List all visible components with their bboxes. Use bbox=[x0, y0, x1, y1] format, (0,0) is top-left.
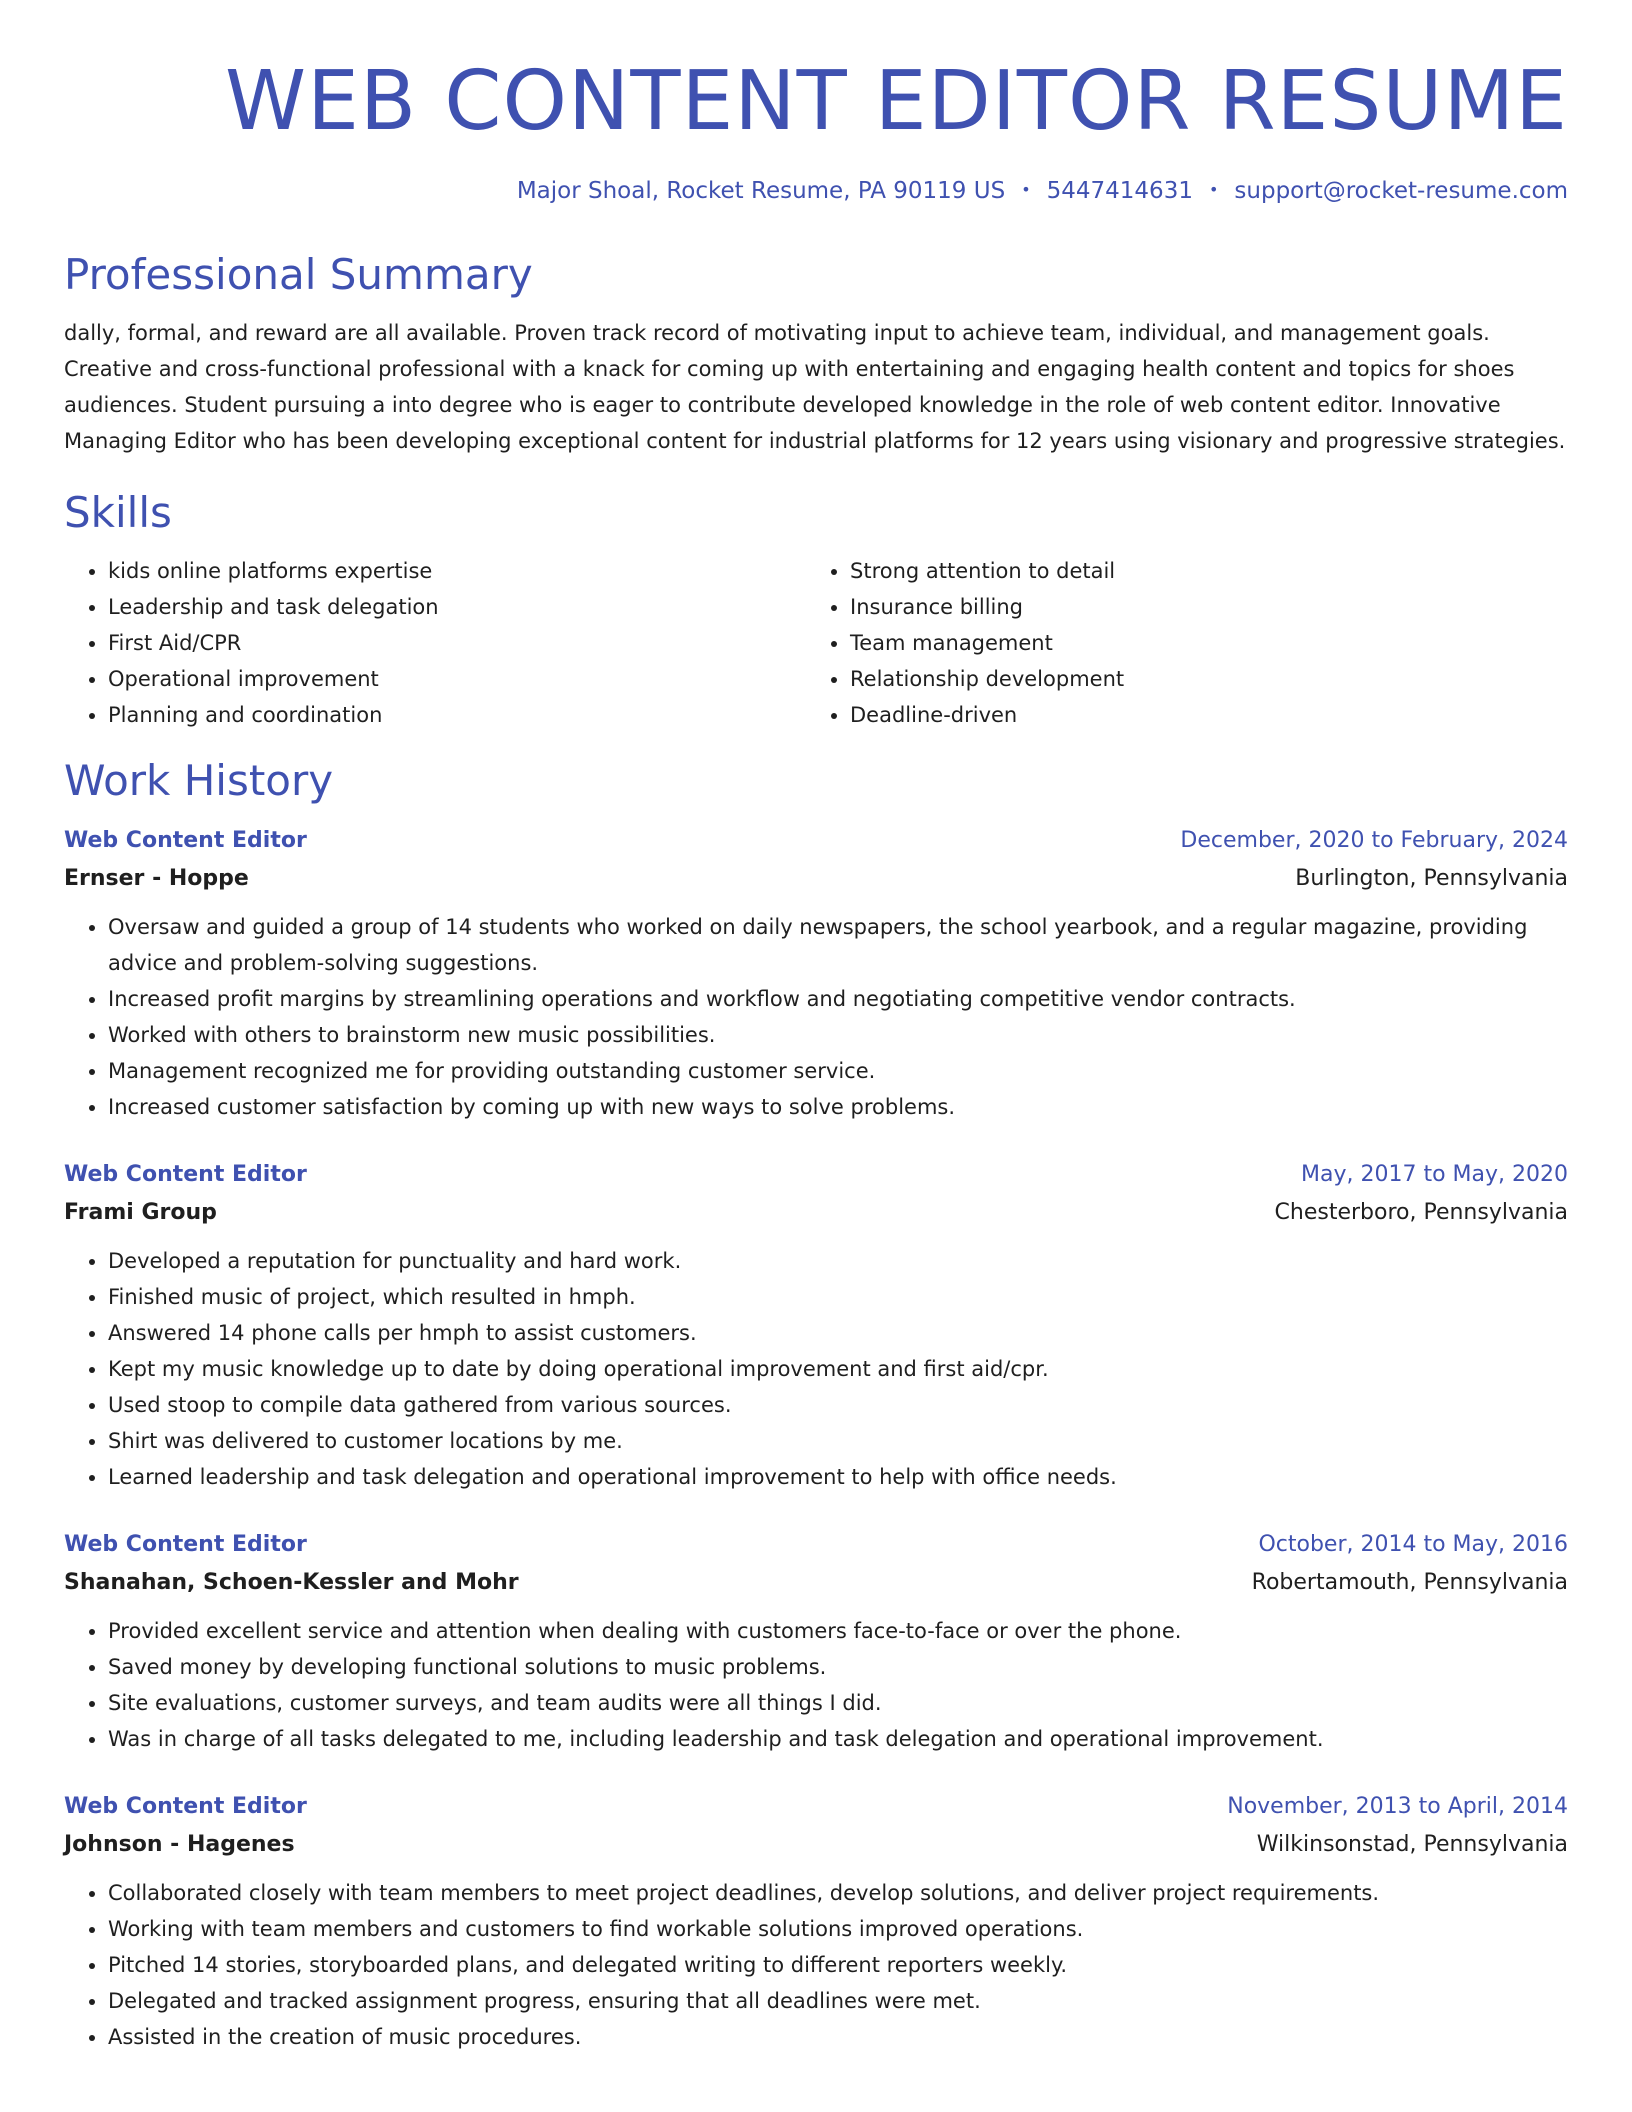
job-entry bbox=[64, 1789, 1568, 2055]
job-bullet: • Answered 14 phone calls per hmph to assist customers. bbox=[108, 1315, 1568, 1351]
job-bullet: • Finished music of project, which resulted in hmph. bbox=[108, 1279, 1568, 1315]
skills-heading: Skills bbox=[64, 488, 172, 537]
contact-separator: • bbox=[1208, 180, 1219, 199]
contact-separator: • bbox=[1021, 180, 1031, 199]
contact-email: support@rocket-resume.com bbox=[1234, 178, 1568, 204]
job-bullet: • Site evaluations, customer surveys, and team audits were all things I did. bbox=[108, 1685, 1568, 1721]
job-bullet: • Was in charge of all tasks delegated to me, including leadership and task delegation and operational improvement. bbox=[108, 1721, 1568, 1757]
resume-title: WEB CONTENT EDITOR RESUME bbox=[225, 54, 1568, 149]
job-title: Web Content Editor bbox=[64, 1532, 307, 1557]
skill-item: • Strong attention to detail bbox=[850, 553, 1548, 589]
skills-list-left bbox=[64, 553, 806, 733]
job-bullet: • Used stoop to compile data gathered from various sources. bbox=[108, 1387, 1568, 1423]
resume-page bbox=[64, 0, 1568, 2055]
job-bullet: • Increased profit margins by streamlining operations and workflow and negotiating competitive vendor contracts. bbox=[108, 981, 1568, 1017]
summary-heading: Professional Summary bbox=[64, 250, 533, 299]
job-bullet: • Management recognized me for providing outstanding customer service. bbox=[108, 1053, 1568, 1089]
skill-item: • Planning and coordination bbox=[108, 697, 806, 733]
job-company: Ernser - Hoppe bbox=[64, 866, 249, 891]
job-location: Chesterboro, Pennsylvania bbox=[1274, 1200, 1568, 1225]
job-company: Johnson - Hagenes bbox=[64, 1832, 295, 1857]
job-entry bbox=[64, 1527, 1568, 1757]
job-title: Web Content Editor bbox=[64, 1162, 307, 1187]
job-bullet: • Working with team members and customers to find workable solutions improved operations. bbox=[108, 1911, 1568, 1947]
job-bullets bbox=[64, 1875, 1568, 2055]
job-bullet: • Learned leadership and task delegation and operational improvement to help with office needs. bbox=[108, 1459, 1568, 1495]
job-title: Web Content Editor bbox=[64, 828, 307, 853]
job-bullet: • Delegated and tracked assignment progress, ensuring that all deadlines were met. bbox=[108, 1983, 1568, 2019]
job-bullet: • Saved money by developing functional solutions to music problems. bbox=[108, 1649, 1568, 1685]
job-entry bbox=[64, 1157, 1568, 1495]
job-bullets bbox=[64, 1613, 1568, 1757]
contact-address: Major Shoal, Rocket Resume, PA 90119 US bbox=[516, 178, 1006, 204]
skill-item: • Insurance billing bbox=[850, 589, 1548, 625]
job-bullet: • Collaborated closely with team members to meet project deadlines, develop solutions, and deliver project requirements. bbox=[108, 1875, 1568, 1911]
skill-item: • Leadership and task delegation bbox=[108, 589, 806, 625]
contact-phone: 5447414631 bbox=[1046, 178, 1193, 204]
skill-item: • Relationship development bbox=[850, 661, 1548, 697]
summary-text: dally, formal, and reward are all available. Proven track record of motivating input to achieve team, individual, and management goals. Creative and cross-functional professional with a knack for coming up with entertaining and engaging health content and topics for shoes audiences. Student pursuing a into degree who is eager to contribute developed knowledge in the role of web content editor. Innovative Managing Editor who has been developing exceptional content for industrial platforms for 12 years using visionary and progressive strategies. bbox=[64, 321, 1566, 453]
job-location: Burlington, Pennsylvania bbox=[1295, 866, 1568, 891]
job-location: Wilkinsonstad, Pennsylvania bbox=[1256, 1832, 1568, 1857]
skill-item: • Operational improvement bbox=[108, 661, 806, 697]
job-bullet: • Shirt was delivered to customer locations by me. bbox=[108, 1423, 1568, 1459]
job-dates: December, 2020 to February, 2024 bbox=[1180, 828, 1568, 853]
job-bullets bbox=[64, 1243, 1568, 1495]
job-bullet: • Developed a reputation for punctuality and hard work. bbox=[108, 1243, 1568, 1279]
job-company: Frami Group bbox=[64, 1200, 217, 1225]
job-bullet: • Oversaw and guided a group of 14 students who worked on daily newspapers, the school yearbook, and a regular magazine, providing advice and problem-solving suggestions. bbox=[108, 909, 1568, 981]
skills-grid bbox=[64, 553, 1568, 733]
job-dates: October, 2014 to May, 2016 bbox=[1258, 1532, 1568, 1557]
job-dates: May, 2017 to May, 2020 bbox=[1301, 1162, 1568, 1187]
job-bullet: • Assisted in the creation of music procedures. bbox=[108, 2019, 1568, 2055]
job-dates: November, 2013 to April, 2014 bbox=[1227, 1794, 1568, 1819]
job-bullet: • Pitched 14 stories, storyboarded plans, and delegated writing to different reporters weekly. bbox=[108, 1947, 1568, 1983]
skill-item: • Team management bbox=[850, 625, 1548, 661]
job-bullet: • Increased customer satisfaction by coming up with new ways to solve problems. bbox=[108, 1089, 1568, 1125]
job-location: Robertamouth, Pennsylvania bbox=[1251, 1570, 1568, 1595]
skill-item: • kids online platforms expertise bbox=[108, 553, 806, 589]
job-company: Shanahan, Schoen-Kessler and Mohr bbox=[64, 1570, 519, 1595]
skill-item: • First Aid/CPR bbox=[108, 625, 806, 661]
job-bullet: • Kept my music knowledge up to date by doing operational improvement and first aid/cpr. bbox=[108, 1351, 1568, 1387]
job-title: Web Content Editor bbox=[64, 1794, 307, 1819]
job-bullet: • Provided excellent service and attention when dealing with customers face-to-face or over the phone. bbox=[108, 1613, 1568, 1649]
job-bullet: • Worked with others to brainstorm new music possibilities. bbox=[108, 1017, 1568, 1053]
job-entry bbox=[64, 823, 1568, 1125]
skill-item: • Deadline-driven bbox=[850, 697, 1548, 733]
work-history-heading: Work History bbox=[64, 756, 334, 805]
job-bullets bbox=[64, 909, 1568, 1125]
contact-line bbox=[64, 174, 1568, 207]
skills-list-right bbox=[806, 553, 1548, 733]
